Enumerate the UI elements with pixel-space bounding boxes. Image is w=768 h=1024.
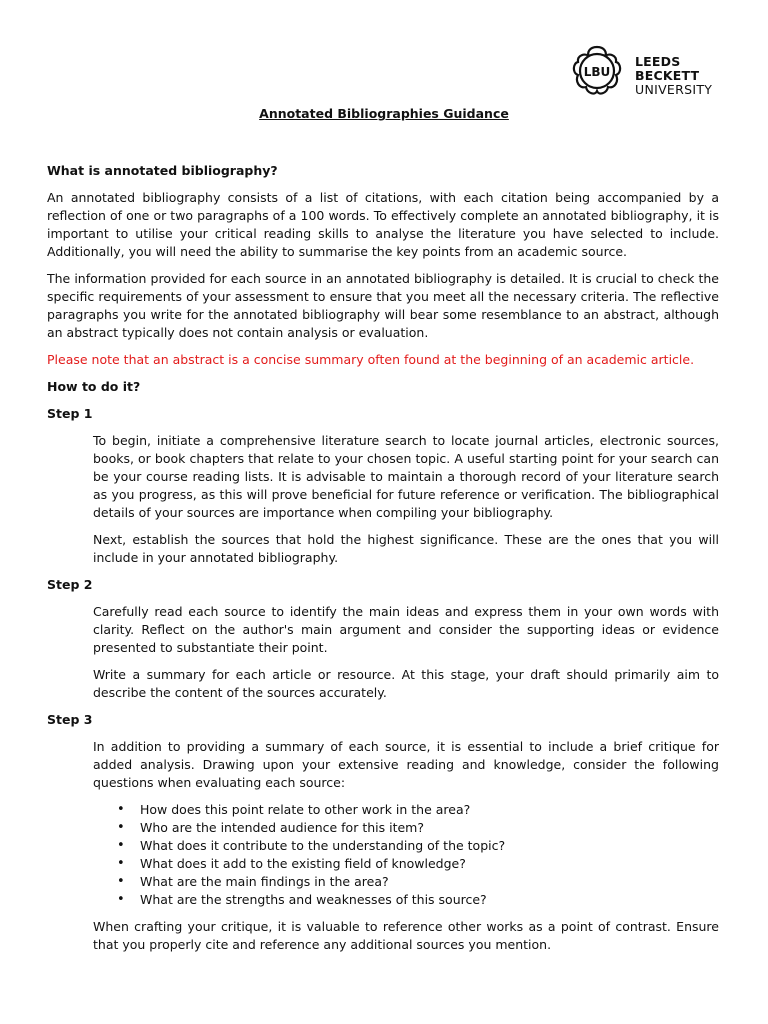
step-3-paragraph-2: When crafting your critique, it is valuable to reference other works as a point of contrast. Ensure that you properly cite and reference any additional sources you mention.: [93, 919, 719, 952]
step-3-paragraph-1: In addition to providing a summary of each source, it is essential to include a brief critique for added analysis. Drawing upon your extensive reading and knowledge, consider the following questions when evaluating each source:: [93, 739, 719, 790]
what-paragraph-1: An annotated bibliography consists of a list of citations, with each citation being accompanied by a reflection of one or two paragraphs of a 100 words. To effectively complete an annotated bibliography, it is important to utilise your critical reading skills to analyse the literature you have selected to include. Additionally, you will need the ability to summarise the key points from an academic source.: [47, 190, 719, 259]
logo-line-1: LEEDS: [635, 54, 681, 69]
list-item: • What are the main findings in the area?: [140, 873, 719, 891]
step-2-paragraph-1: Carefully read each source to identify the main ideas and express them in your own words with clarity. Reflect on the author's main argument and consider the supporting ideas or evidence presented to substantiate their point.: [93, 604, 719, 655]
list-item: • Who are the intended audience for this item?: [140, 819, 719, 837]
step-1-paragraph-2: Next, establish the sources that hold the highest significance. These are the ones that you will include in your annotated bibliography.: [93, 532, 719, 565]
logo-monogram: LBU: [583, 65, 611, 79]
step-1-heading: Step 1: [47, 406, 93, 421]
list-item: • How does this point relate to other work in the area?: [140, 801, 719, 819]
critique-questions-list: [47, 801, 719, 909]
list-item: • What does it add to the existing field of knowledge?: [140, 855, 719, 873]
abstract-note: Please note that an abstract is a concise summary often found at the beginning of an academic article.: [47, 352, 695, 367]
logo-line-2: BECKETT: [635, 68, 700, 83]
what-heading: What is annotated bibliography?: [47, 163, 278, 178]
list-item: • What does it contribute to the understanding of the topic?: [140, 837, 719, 855]
step-2-paragraph-2: Write a summary for each article or resource. At this stage, your draft should primarily aim to describe the content of the sources accurately.: [93, 667, 719, 700]
step-1-paragraph-1: To begin, initiate a comprehensive literature search to locate journal articles, electronic sources, books, or book chapters that relate to your chosen topic. A useful starting point for your search can be your course reading lists. It is advisable to maintain a thorough record of your literature search as you progress, as this will prove beneficial for future reference or verification. The bibliographical details of your sources are importance when compiling your bibliography.: [93, 433, 719, 520]
step-3-heading: Step 3: [47, 712, 93, 727]
what-paragraph-2: The information provided for each source in an annotated bibliography is detailed. It is crucial to check the specific requirements of your assessment to ensure that you meet all the necessary criteria. The reflective paragraphs you write for the annotated bibliography will bear some resemblance to an abstract, although an abstract typically does not contain analysis or evaluation.: [47, 271, 719, 340]
document-title: Annotated Bibliographies Guidance: [259, 106, 509, 121]
step-2-heading: Step 2: [47, 577, 93, 592]
rose-emblem-icon: [565, 41, 629, 101]
university-logo: [565, 41, 725, 101]
how-heading: How to do it?: [47, 379, 141, 394]
document-body: [47, 162, 719, 963]
logo-line-3: UNIVERSITY: [635, 82, 713, 97]
list-item: • What are the strengths and weaknesses of this source?: [140, 891, 719, 909]
